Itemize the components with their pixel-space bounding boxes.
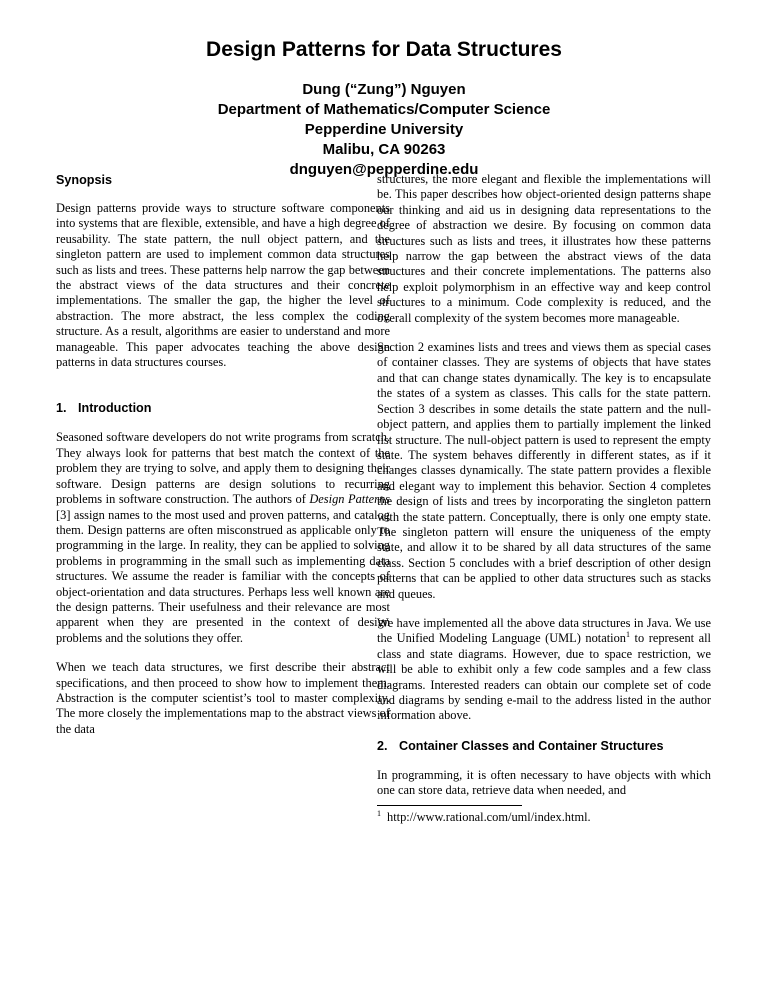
right-column (377, 172, 711, 825)
author-department: Department of Mathematics/Computer Science (217, 101, 551, 118)
section-1-heading (56, 400, 390, 416)
author-name: Dung (“Zung”) Nguyen (302, 81, 466, 98)
section-2-number: 2. (377, 738, 388, 753)
footnote-divider (377, 805, 522, 806)
intro-paragraph-2: When we teach data structures, we first describe their abstract specifications, and then proceed to show how to implement them. Abstraction is the computer scientist’s tool to master complexity. The more closely the implementations map to the abstract views of the data (56, 660, 390, 736)
right-paragraph-2: Section 2 examines lists and trees and views them as special cases of container classes. They are systems of objects that have states and that can change states dynamically. The key is to encapsulate the states of a system as classes. This calls for the state pattern. Section 3 describes in some details the state pattern and the null-object pattern, and applies them to partially implement the linked list structure. The null-object pattern is used to represent the empty state. The system behaves differently in different states, as if it changes classes dynamically. The state pattern provides a flexible and elegant way to implement this behavior. Section 4 completes the design of lists and trees by incorporating the singleton pattern with the state pattern. Conceptually, there is only one empty state. The singleton pattern will ensure the uniqueness of the empty state, and allow it to be shared by all data structures of the same class. Section 5 concludes with a brief description of other design patterns that can be applied to other data structures such as stacks and queues. (377, 340, 711, 601)
section-2-heading (377, 738, 711, 754)
section-1-title: Introduction (78, 401, 152, 416)
right-p3-start: We have implemented all the above data structures in Java. We use the Unified Modeling Language (UML) notation (377, 615, 711, 646)
right-paragraph-1: structures, the more elegant and flexible the implementations will be. This paper describes how object-oriented design patterns shape our thinking and aid us in designing data representations to the degree of abstraction we desire. By focusing on common data structures such as lists and trees, it illustrates how these patterns help narrow the gap between the abstract views of the data structures and their concrete implementations. The patterns also help exploit polymorphism in an effective way and keep control structures to a minimum. Code complexity is reduced, and the overall complexity of the system becomes more manageable. (377, 172, 711, 325)
section-2-title: Container Classes and Container Structures (399, 738, 664, 753)
intro-paragraph-1 (56, 430, 390, 646)
author-location: Malibu, CA 90263 (322, 141, 446, 158)
footnote-ref[interactable]: 1 (626, 630, 631, 640)
section-2-paragraph-1: In programming, it is often necessary to have objects with which one can store data, retrieve data when needed, and (377, 767, 711, 798)
footnote-number: 1 (377, 808, 381, 818)
intro-p1-start: Seasoned software developers do not write programs from scratch. They always look for patterns that best match the context of the problem they are trying to solve, and apply them to designing their software. Design patterns are design solutions to recurring problems in software construction. The authors of (56, 430, 390, 507)
synopsis-text: Design patterns provide ways to structure software components into systems that are flexible, extensible, and have a high degree of reusability. The state pattern, the null object pattern, and the singleton pattern are used to implement common data structures such as lists and trees. These patterns help narrow the gap between the abstract views of the data structures and their concrete implementations. The smaller the gap, the higher the level of abstraction. The more abstract, the less complex the coding structure. As a result, algorithms are easier to understand and more manageable. This paper advocates teaching the above design patterns in data structures courses. (56, 201, 390, 370)
intro-p1-rest: [3] assign names to the most used and proven patterns, and catalog them. Design patterns are often misconstrued as applicable only to programming in the large. In reality, they can be applied to solving problems in programming in the small such as implementing data structures. We assume the reader is familiar with the concepts of object-orientation and data structures. Perhaps less well known are the design patterns. Their usefulness and their relevance are most apparent when they are presented in the context of design problems and the solutions they offer. (56, 507, 390, 645)
left-column (56, 172, 390, 751)
book-title-design-patterns: Design Patterns (309, 492, 390, 507)
author-university: Pepperdine University (304, 121, 464, 138)
paper-title: Design Patterns for Data Structures (206, 38, 562, 61)
footnote (377, 810, 711, 825)
section-1-number: 1. (56, 401, 67, 416)
author-email[interactable]: dnguyen@pepperdine.edu (289, 161, 479, 178)
synopsis-heading: Synopsis (56, 173, 112, 187)
right-paragraph-3 (377, 616, 711, 724)
footnote-url[interactable]: http://www.rational.com/uml/index.html. (387, 809, 591, 824)
right-p3-rest: to represent all class and state diagrams. However, due to space restriction, we will be able to exhibit only a few code samples and a few class diagrams. Interested readers can obtain our complete set of code and diagrams by sending e-mail to the address listed in the author information above. (377, 631, 711, 723)
author-block (0, 80, 768, 180)
